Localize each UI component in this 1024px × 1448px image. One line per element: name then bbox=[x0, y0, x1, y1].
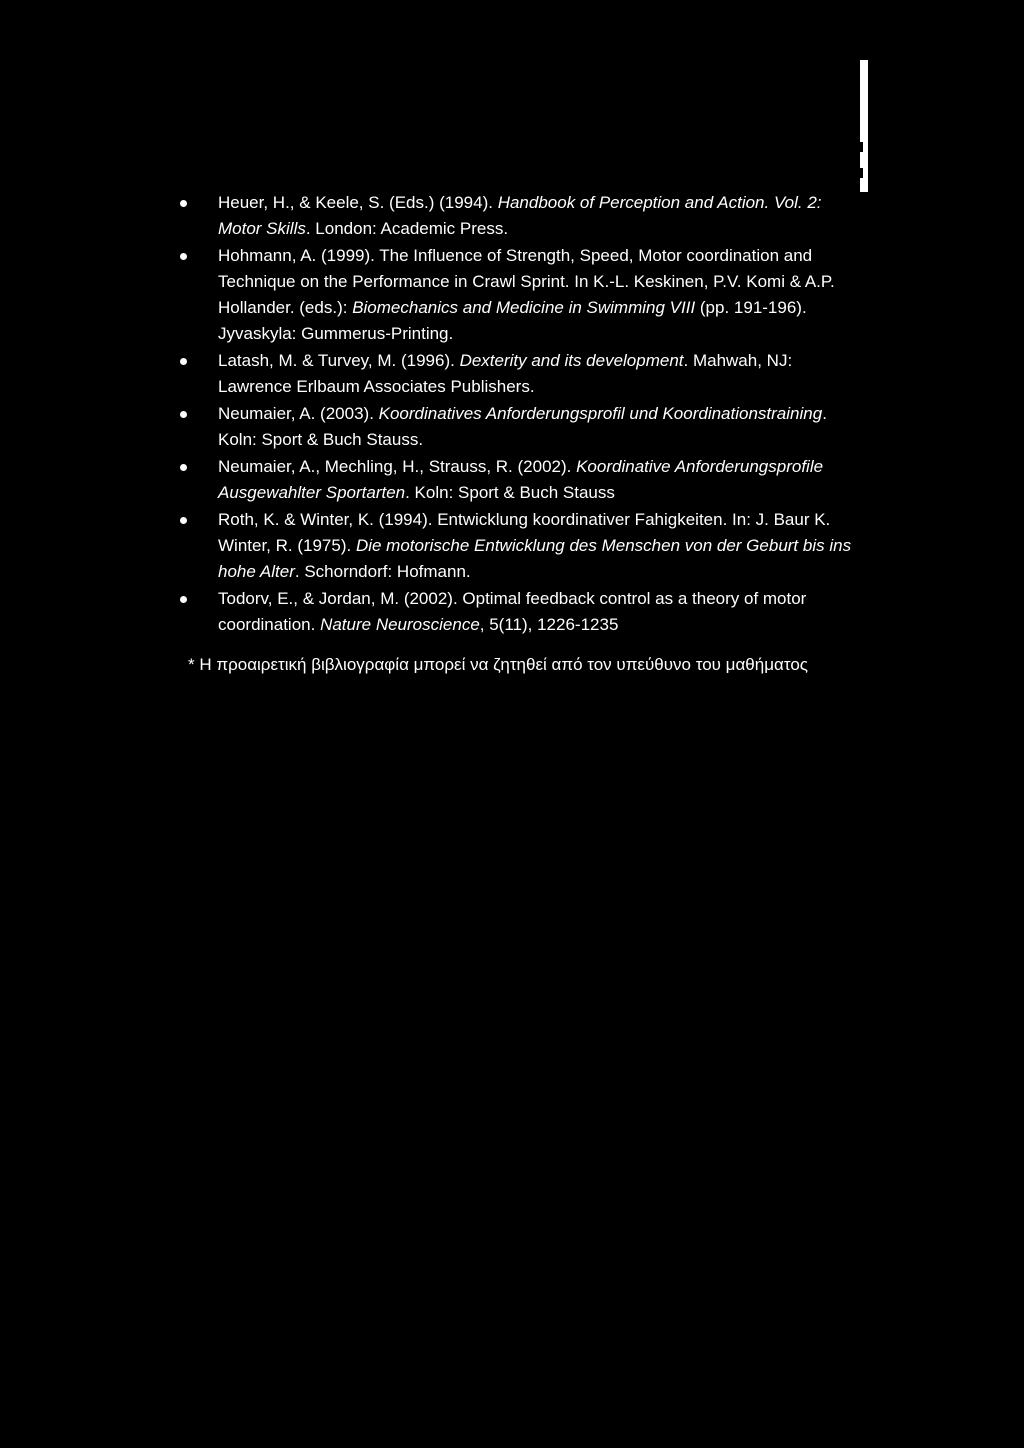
optional-bibliography-note: * Η προαιρετική βιβλιογραφία μπορεί να ζητηθεί από τον υπεύθυνο του μαθήματος bbox=[188, 655, 808, 674]
reference-title: Handbook of Perception and Action. Vol. 2: Motor Skills bbox=[218, 193, 822, 238]
reference-text: Neumaier, A., Mechling, H., Strauss, R. (2002). bbox=[218, 457, 577, 476]
bullet-icon bbox=[180, 358, 187, 365]
reference-item bbox=[178, 348, 858, 400]
margin-bar bbox=[860, 60, 868, 192]
reference-title: Die motorische Entwicklung des Menschen von der Geburt bis ins hohe Alter bbox=[218, 536, 852, 581]
reference-text: Hohmann, A. (1999). The Influence of Strength, Speed, Motor coordination and Technique on the Performance in Crawl Sprint. In K.-L. Keskinen, P.V. Komi & A.P. Hollander. (eds.): bbox=[218, 246, 835, 317]
margin-bar-notch bbox=[860, 168, 863, 178]
margin-bar-notch bbox=[860, 142, 863, 152]
reference-item bbox=[178, 586, 858, 638]
reference-text: . London: Academic Press. bbox=[305, 219, 509, 238]
reference-text: (pp. 191-196). Jyvaskyla: Gummerus-Printing. bbox=[218, 298, 807, 343]
reference-item bbox=[178, 507, 858, 585]
bullet-icon bbox=[180, 464, 187, 471]
reference-title: Nature Neuroscience bbox=[320, 615, 480, 634]
reference-item bbox=[178, 243, 858, 347]
reference-text: . Mahwah, NJ: Lawrence Erlbaum Associates Publishers. bbox=[218, 351, 793, 396]
bullet-icon bbox=[180, 253, 187, 260]
bullet-icon bbox=[180, 596, 187, 603]
bullet-icon bbox=[180, 411, 187, 418]
reference-text: Neumaier, A. (2003). bbox=[218, 404, 379, 423]
reference-item bbox=[178, 190, 858, 242]
bullet-icon bbox=[180, 200, 187, 207]
reference-text: Roth, K. & Winter, K. (1994). Entwicklung koordinativer Fahigkeiten. In: J. Baur K. Winter, R. (1975). bbox=[218, 510, 831, 555]
reference-text: . Koln: Sport & Buch Stauss. bbox=[218, 404, 827, 449]
reference-title: Koordinatives Anforderungsprofil und Koordinationstraining bbox=[378, 404, 823, 423]
reference-text: . Koln: Sport & Buch Stauss bbox=[405, 483, 615, 502]
reference-title: Dexterity and its development bbox=[459, 351, 684, 370]
reference-text: Heuer, H., & Keele, S. (Eds.) (1994). bbox=[218, 193, 498, 212]
bullet-icon bbox=[180, 517, 187, 524]
reference-text: Todorv, E., & Jordan, M. (2002). Optimal feedback control as a theory of motor coordination. bbox=[218, 589, 807, 634]
reference-text: . Schorndorf: Hofmann. bbox=[294, 562, 471, 581]
reference-list bbox=[178, 190, 858, 639]
reference-title: Biomechanics and Medicine in Swimming VIII bbox=[352, 298, 696, 317]
reference-item bbox=[178, 401, 858, 453]
reference-item bbox=[178, 454, 858, 506]
reference-title: Koordinative Anforderungsprofile Ausgewahlter Sportarten bbox=[218, 457, 824, 502]
reference-text: , 5(11), 1226-1235 bbox=[479, 615, 619, 634]
reference-text: Latash, M. & Turvey, M. (1996). bbox=[218, 351, 460, 370]
